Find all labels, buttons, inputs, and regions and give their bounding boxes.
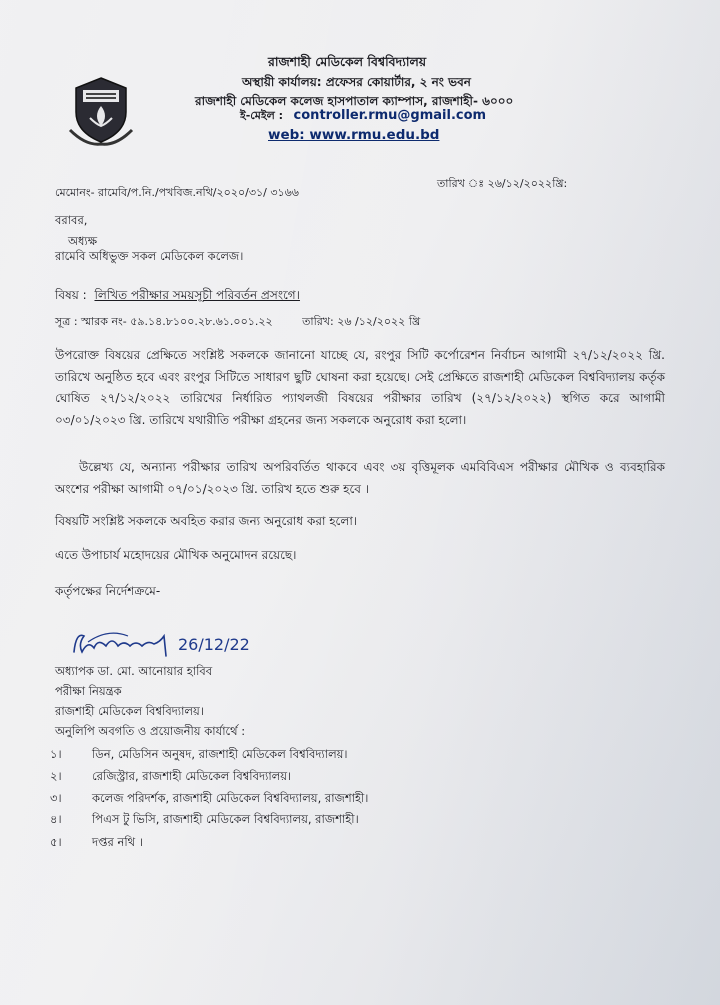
cc-heading: অনুলিপি অবগতি ও প্রয়োজনীয় কার্যার্থে : xyxy=(55,724,246,738)
campus-address: রাজশাহী মেডিকেল কলেজ হাসপাতাল ক্যাম্পাস, রাজশাহী- ৬০০০ xyxy=(195,94,514,108)
body-paragraph-3: বিষয়টি সংশ্লিষ্ট সকলকে অবহিত করার জন্য অনুরোধ করা হলো। xyxy=(55,514,358,528)
website-text[interactable]: web: www.rmu.edu.bd xyxy=(268,127,440,143)
cc-item-number: ৪। xyxy=(50,812,62,826)
signatory-title: পরীক্ষা নিয়ন্ত্রক xyxy=(55,684,122,698)
body-paragraph-2: উল্লেখ্য যে, অন্যান্য পরীক্ষার তারিখ অপরিবর্তিত থাকবে এবং ৩য় বৃত্তিমূলক এমবিবিএস পরীক্ষার মৌখিক ও ব্যবহারিক অংশের পরীক্ষা আগামী ০৭/০১/২০২৩ খ্রি. তারিখ হতে শুরু হবে । xyxy=(55,460,665,496)
cc-item-text: ডিন, মেডিসিন অনুষদ, রাজশাহী মেডিকেল বিশ্ববিদ্যালয়। xyxy=(92,747,348,761)
cc-item-text: দপ্তর নথি । xyxy=(92,835,143,849)
signatory-name: অধ্যাপক ডা. মো. আনোয়ার হাবিব xyxy=(55,664,213,678)
email-line xyxy=(240,107,486,126)
recipient-salutation: বরাবর, xyxy=(55,213,88,227)
cc-item-number: ৩। xyxy=(50,791,62,805)
body-paragraph-1: উপরোক্ত বিষয়ের প্রেক্ষিতে সংশ্লিষ্ট সকলকে জানানো যাচ্ছে যে, রংপুর সিটি কর্পোরেশন নির্বাচন আগামী ২৭/১২/২০২২ খ্রি. তারিখে অনুষ্ঠিত হবে এবং রংপুর সিটিতে সাধারণ ছুটি ঘোষনা করা হয়েছে। সেই প্রেক্ষিতে রাজশাহী মেডিকেল বিশ্ববিদ্যালয় কর্তৃক ঘোষিত ২৭/১২/২০২২ তারিখের নির্ধারিত প্যাথলজী বিষয়ের পরীক্ষার তারিখ (২৭/১২/২০২২) স্থগিত করে আগামী ০৩/০১/২০২৩ খ্রি. তারিখে যথারীতি পরীক্ষা গ্রহনের জন্য সকলকে অনুরোধ করা হলো। xyxy=(55,348,665,427)
reference-line xyxy=(55,313,420,332)
signatory-org: রাজশাহী মেডিকেল বিশ্ববিদ্যালয়। xyxy=(55,704,204,718)
body-paragraph-4: এতে উপাচার্য মহোদয়ের মৌখিক অনুমোদন রয়েছে। xyxy=(55,548,297,562)
recipient-org: রামেবি অধিভুক্ত সকল মেডিকেল কলেজ। xyxy=(55,249,244,263)
university-name: রাজশাহী মেডিকেল বিশ্ববিদ্যালয় xyxy=(268,54,427,69)
cc-item-text: পিএস টু ভিসি, রাজশাহী মেডিকেল বিশ্ববিদ্যালয়, রাজশাহী। xyxy=(92,812,359,826)
cc-item-number: ২। xyxy=(50,769,62,783)
email-link[interactable]: controller.rmu@gmail.com xyxy=(293,108,487,123)
subject-line xyxy=(55,287,300,307)
university-logo xyxy=(66,74,136,146)
cc-item-text: রেজিস্ট্রার, রাজশাহী মেডিকেল বিশ্ববিদ্যালয়। xyxy=(92,769,292,783)
crest-icon xyxy=(66,74,136,146)
subject-label: বিষয় : xyxy=(55,288,87,302)
handwritten-signature xyxy=(68,622,308,666)
memo-date: তারিখ ঃ ২৬/১২/২০২২খ্রি: xyxy=(437,177,568,190)
memo-number: মেমোনং- রামেবি/প.নি./পখবিজ.নথি/২০২০/৩১/ ৩১৬৬ xyxy=(55,186,299,199)
cc-item-text: কলেজ পরিদর্শক, রাজশাহী মেডিকেল বিশ্ববিদ্যালয়, রাজশাহী। xyxy=(92,791,369,805)
office-address: অস্থায়ী কার্যালয়: প্রফেসর কোয়ার্টার, ২ নং ভবন xyxy=(242,75,471,89)
authority-order: কর্তৃপক্ষের নির্দেশক্রমে- xyxy=(55,584,161,598)
subject-text: লিখিত পরীক্ষার সময়সূচী পরিবর্তন প্রসংগে। xyxy=(94,288,300,302)
reference-number: সূত্র : স্মারক নং- ৫৯.১৪.৮১০০.২৮.৬১.০০১.২২ xyxy=(55,315,273,328)
signature-date: 26/12/22 xyxy=(178,635,250,654)
cc-item-number: ১। xyxy=(50,747,62,761)
cc-item-number: ৫। xyxy=(50,835,62,849)
signature-scribble-icon xyxy=(68,622,308,666)
email-label: ই-মেইল : xyxy=(240,109,284,122)
reference-date: তারিখ: ২৬ /১২/২০২২ খ্রি xyxy=(302,315,421,328)
recipient-title: অধ্যক্ষ xyxy=(68,234,98,248)
website-link[interactable] xyxy=(268,127,439,143)
